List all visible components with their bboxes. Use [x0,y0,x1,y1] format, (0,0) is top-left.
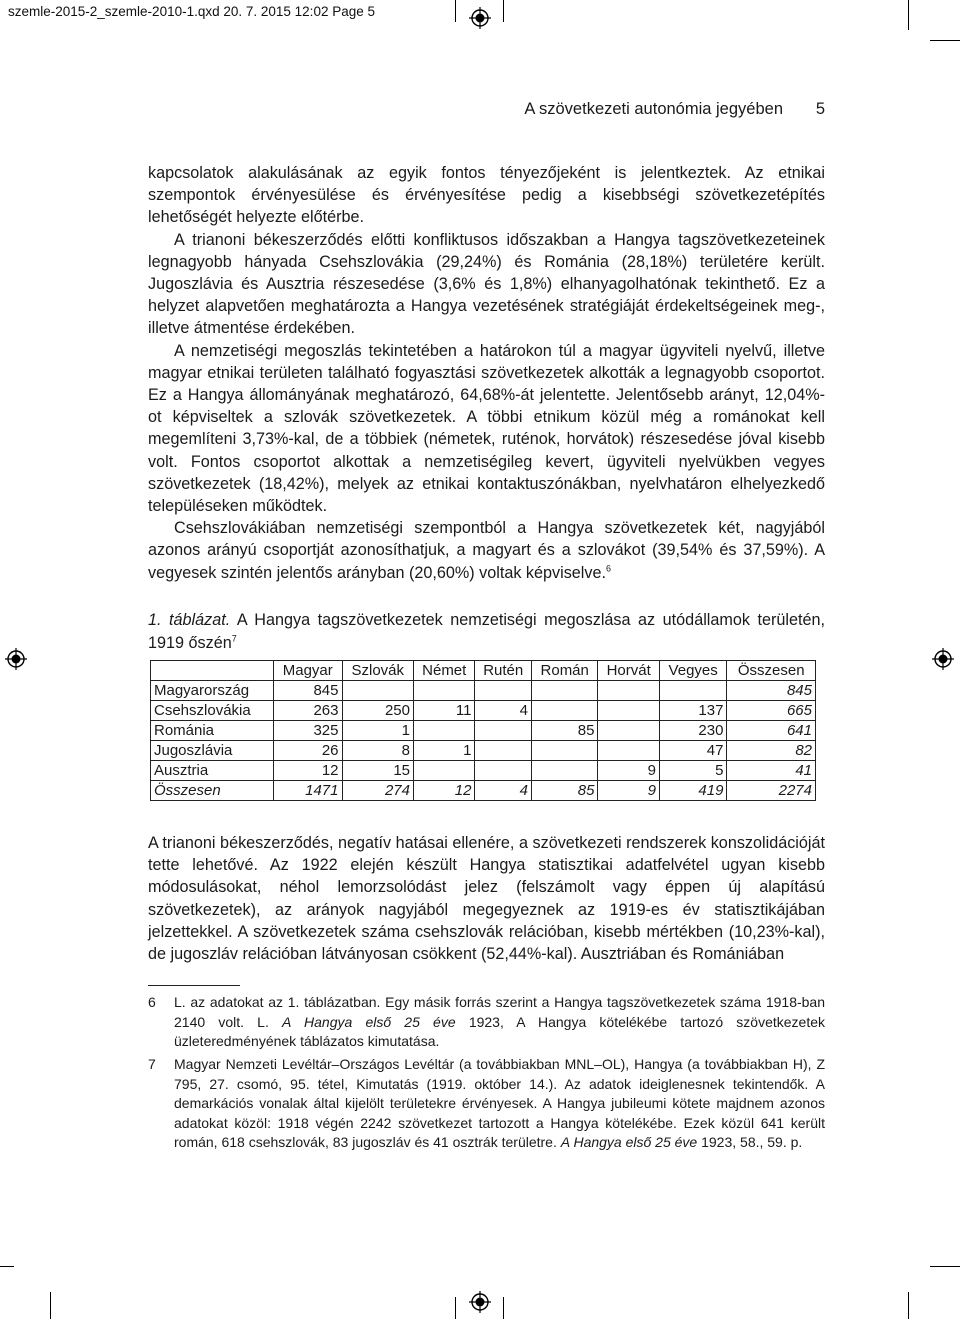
table-cell: 641 [727,721,816,741]
footnote-number: 7 [148,1056,156,1072]
column-header [151,661,274,681]
row-label: Jugoszlávia [151,741,274,761]
table-cell [475,681,531,701]
footnote-text: 1923, 58., 59. p. [697,1134,803,1151]
table-cell [475,721,531,741]
column-header: Román [531,661,597,681]
footnote-text: Magyar Nemzeti Levéltár–Országos Levéltár (a továbbiakban MNL–OL), Hangya (a továbbiakban H), Z 795, 27. csomó, 95. tétel, Kimutatás (1919. október 14.). Az adatok ideiglenesnek tekintendők. A demarkációs vonalak által kijelölt területekre érvényesek. A Hangya jubileumi kötete majdnem azonos adatokat közöl: 1918 végén 2242 szövetkezet tartozott a Hangya kötelékébe. Ezek közül 641 került román, 618 csehszlovák, 83 jugoszláv és 41 osztrák területre. [174,1056,825,1151]
paragraph: kapcsolatok alakulásának az egyik fontos tényezőjeként is jelentkeztek. Az etnikai szempontok érvényesülése és érvényesítése pedig a kisebbségi szövetkezetépítés lehetőségét helyezte előtérbe. [148,164,825,227]
crop-mark [455,0,456,22]
row-label: Ausztria [151,761,274,781]
row-label: Csehszlovákia [151,701,274,721]
table-row [151,761,816,781]
table-row [151,741,816,761]
column-header: Rutén [475,661,531,681]
table-cell [531,741,597,761]
crop-mark [503,1297,504,1319]
footnote-italic: A Hangya első 25 éve [560,1134,698,1151]
crop-mark [503,0,504,22]
table-cell: 41 [727,761,816,781]
column-header: Magyar [274,661,343,681]
table-cell: 47 [659,741,727,761]
footnote-ref: 7 [231,633,237,644]
table-cell: 230 [659,721,727,741]
table-cell [531,761,597,781]
crop-mark [908,1292,909,1319]
table-cell [475,741,531,761]
table-cell: 250 [342,701,414,721]
table-row [151,701,816,721]
crop-mark [930,1266,960,1267]
table-cell: 665 [727,701,816,721]
body-text-section-1 [148,162,825,584]
crop-mark [0,1266,14,1267]
table-cell [598,741,659,761]
table-cell: 4 [475,701,531,721]
table-cell [475,761,531,781]
table-cell: 1 [342,721,414,741]
table-cell: 325 [274,721,343,741]
table-cell [342,681,414,701]
page-number: 5 [815,100,825,118]
registration-mark-icon [932,648,954,670]
column-header: Horvát [598,661,659,681]
table-row [151,681,816,701]
table-caption-text: A Hangya tagszövetkezetek nemzetiségi megoszlása az utódállamok területén, 1919 őszén [148,611,825,652]
paragraph: A trianoni békeszerződés, negatív hatásai ellenére, a szövetkezeti rendszerek konszolidációját tette lehetővé. Az 1922 elején készült Hangya statisztikai adatfelvétel ugyan kisebb módosulásokat, néhol lemorzsolódást jelez (felszámolt vagy éppen új alapítású szövetkezetek), az arányok nagyjából megegyeznek az 1919-es év statisztikájában jelzettekkel. A szövetkezetek száma csehszlovák relációban, kisebb mértékben (10,23%-kal), de jugoszláv relációban látványosan csökkent (52,44%-kal). Ausztriában és Romániában [148,834,825,964]
footnote-text: 1923, A Hangya kötelékébe tartozó szövetkezetek üzleteredményének táblázatos kimutatása. [174,1013,825,1050]
column-header: Német [414,661,475,681]
table-label: 1. táblázat. [148,611,231,629]
table-cell [414,681,475,701]
table-cell: 845 [727,681,816,701]
registration-mark-icon [469,1291,491,1313]
table-cell [414,721,475,741]
table-cell: 1 [414,741,475,761]
table-caption [148,609,825,654]
table-cell: 9 [598,761,659,781]
table-cell: 85 [531,721,597,741]
column-header: Szlovák [342,661,414,681]
table-row [151,721,816,741]
table-header-row [151,661,816,681]
crop-mark [930,40,960,41]
table-cell: 85 [531,781,597,801]
table-cell [598,681,659,701]
registration-mark-icon [5,648,27,670]
table-cell: 274 [342,781,414,801]
crop-mark [455,1297,456,1319]
column-header: Vegyes [659,661,727,681]
table-cell: 419 [659,781,727,801]
table-cell: 9 [598,781,659,801]
row-label: Összesen [151,781,274,801]
table-cell: 12 [414,781,475,801]
footnote-italic: A Hangya első 25 éve [282,1013,456,1030]
table-cell [531,701,597,721]
row-label: Magyarország [151,681,274,701]
table-cell: 137 [659,701,727,721]
table-cell [414,761,475,781]
footnote-number: 6 [148,994,156,1010]
table-cell: 12 [274,761,343,781]
table-total-row [151,781,816,801]
table-cell: 845 [274,681,343,701]
table-cell: 263 [274,701,343,721]
paragraph [148,517,825,584]
table-cell: 26 [274,741,343,761]
paragraph: A trianoni békeszerződés előtti konfliktusos időszakban a Hangya tagszövetkezeteinek legnagyobb hányada Csehszlovákia (29,24%) és Románia (28,18%) területére került. Jugoszlávia és Ausztria részesedése (3,6% és 1,8%) elhanyagolhatónak tekinthető. Ez a helyzet alapvetően meghatározta a Hangya vezetésének stratégiáját érdekeltségeinek meg-, illetve átmentése érdekében. [148,230,825,338]
table-cell: 2274 [727,781,816,801]
row-label: Románia [151,721,274,741]
body-text-section-2 [148,832,825,965]
table-cell [598,721,659,741]
table-cell [598,701,659,721]
footnote-ref: 6 [606,563,612,574]
table-cell: 4 [475,781,531,801]
column-header: Összesen [727,661,816,681]
paragraph-text: Csehszlovákiában nemzetiségi szempontból a Hangya szövetkezetek két, nagyjából azonos arányú csoportját azonosíthatjuk, a magyart és a szlovákot (39,54% és 37,59%). A vegyesek szintén jelentős arányban (20,60%) voltak képviselve. [148,519,825,582]
table-cell [659,681,727,701]
table-cell: 82 [727,741,816,761]
table-cell: 15 [342,761,414,781]
footnote-6 [148,993,825,1052]
data-table [150,660,816,801]
table-cell: 1471 [274,781,343,801]
running-title: A szövetkezeti autonómia jegyében [524,100,783,118]
footnote-text: L. az adatokat az 1. táblázatban. Egy másik forrás szerint a Hangya tagszövetkezetek száma 1918-ban 2140 volt. L. [174,994,825,1030]
table-cell: 8 [342,741,414,761]
registration-mark-icon [469,7,491,29]
crop-mark [908,0,909,30]
paragraph: A nemzetiségi megoszlás tekintetében a határokon túl a magyar ügyviteli nyelvű, illetve magyar etnikai területen található fogyasztási szövetkezetek alkották a legnagyobb csoportot. Ez a Hangya állományának meghatározó, 64,68%-át jelentette. Jelentősebb arányt, 12,04%-ot képviseltek a szlovák szövetkezetek. A többi etnikum közül még a románokat kell megemlíteni 3,73%-kal, de a többiek (németek, ruténok, horvátok) részesedése jóval kisebb volt. Fontos csoportot alkottak a nemzetiségileg kevert, ügyviteli nyelvükben vegyes szövetkezetek (18,42%), melyek az etnikai kontaktuszónákban, nyelvhatáron elhelyezkedő településeken működtek. [148,341,825,516]
table-cell [531,681,597,701]
footnote-7 [148,1055,825,1153]
crop-mark [50,1292,51,1319]
table-cell: 11 [414,701,475,721]
footnote-separator [148,985,240,986]
table-cell: 5 [659,761,727,781]
print-slug: szemle-2015-2_szemle-2010-1.qxd 20. 7. 2015 12:02 Page 5 [8,4,375,19]
